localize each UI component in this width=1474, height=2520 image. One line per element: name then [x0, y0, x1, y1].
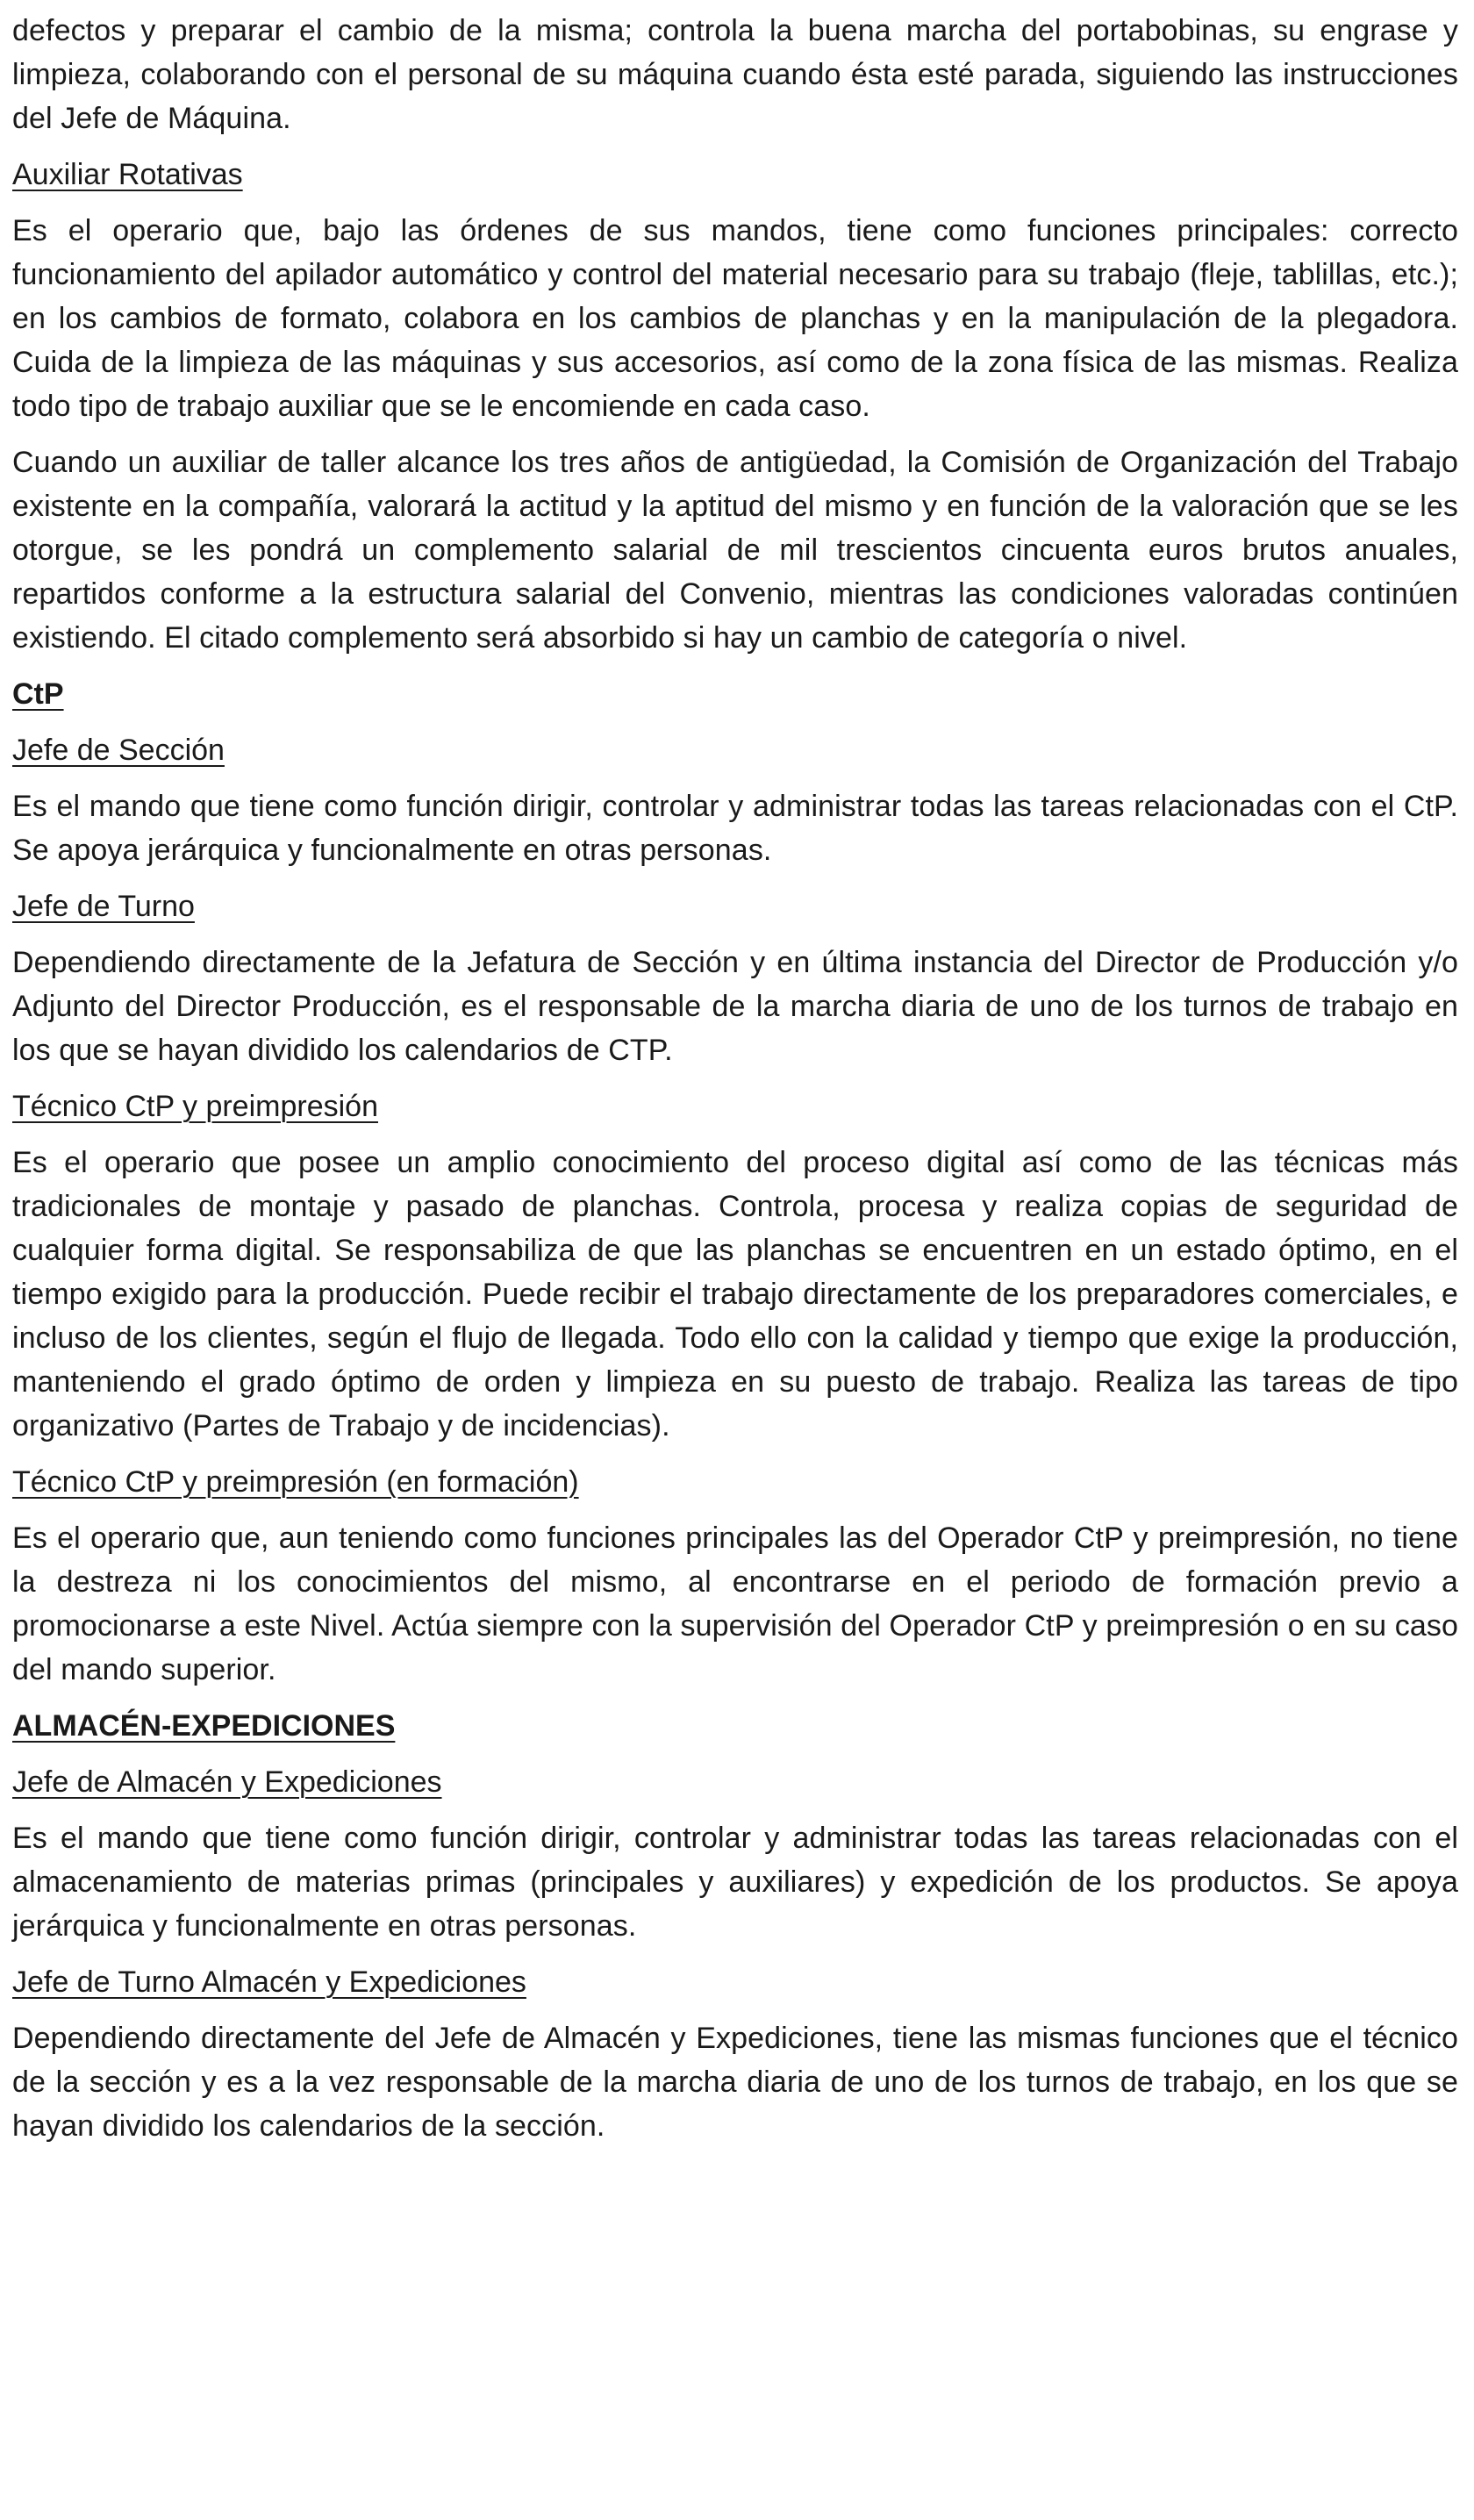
section-heading-ctp: CtP [12, 677, 64, 711]
subheading-tecnico-ctp: Técnico CtP y preimpresión [12, 1090, 378, 1123]
subheading-jefe-turno-almacen: Jefe de Turno Almacén y Expediciones [12, 1965, 526, 1999]
paragraph-auxiliar-rotativas: Es el operario que, bajo las órdenes de sus mandos, tiene como funciones principales: correcto funcionamiento del apilador automático y control del material necesario para su trabajo (fleje, tablillas, etc.); en los cambios de formato, colabora en los cambios de planchas y en la manipulación de la plegadora. Cuida de la limpieza de las máquinas y sus accesorios, así como de la zona física de las mismas. Realiza todo tipo de trabajo auxiliar que se le encomiende en cada caso. [12, 214, 1458, 423]
paragraph-tecnico-ctp-formacion: Es el operario que, aun teniendo como funciones principales las del Operador CtP y preimpresión, no tiene la destreza ni los conocimientos del mismo, al encontrarse en el periodo de formación previo a promocionarse a este Nivel. Actúa siempre con la supervisión del Operador CtP y preimpresión o en su caso del mando superior. [12, 1521, 1458, 1686]
section-heading-almacen-expediciones: ALMACÉN-EXPEDICIONES [12, 1709, 396, 1743]
subheading-tecnico-ctp-formacion: Técnico CtP y preimpresión (en formación) [12, 1465, 579, 1499]
subheading-auxiliar-rotativas: Auxiliar Rotativas [12, 158, 243, 191]
paragraph-jefe-almacen-expediciones: Es el mando que tiene como función dirigir, controlar y administrar todas las tareas relacionadas con el almacenamiento de materias primas (principales y auxiliares) y expedición de los productos. Se apoya jerárquica y funcionalmente en otras personas. [12, 1822, 1458, 1943]
subheading-jefe-de-seccion: Jefe de Sección [12, 734, 225, 767]
paragraph-jefe-de-seccion: Es el mando que tiene como función dirigir, controlar y administrar todas las tareas relacionadas con el CtP. Se apoya jerárquica y funcionalmente en otras personas. [12, 790, 1458, 867]
subheading-jefe-de-turno: Jefe de Turno [12, 890, 195, 923]
paragraph-jefe-de-turno: Dependiendo directamente de la Jefatura de Sección y en última instancia del Director de Producción y/o Adjunto del Director Producción, es el responsable de la marcha diaria de uno de los turnos de trabajo en los que se hayan dividido los calendarios de CTP. [12, 946, 1458, 1067]
paragraph-tecnico-ctp: Es el operario que posee un amplio conocimiento del proceso digital así como de las técnicas más tradicionales de montaje y pasado de planchas. Controla, procesa y realiza copias de seguridad de cualquier forma digital. Se responsabiliza de que las planchas se encuentren en un estado óptimo, en el tiempo exigido para la producción. Puede recibir el trabajo directamente de los preparadores comerciales, e incluso de los clientes, según el flujo de llegada. Todo ello con la calidad y tiempo que exige la producción, manteniendo el grado óptimo de orden y limpieza en su puesto de trabajo. Realiza las tareas de tipo organizativo (Partes de Trabajo y de incidencias). [12, 1146, 1458, 1443]
subheading-jefe-almacen-expediciones: Jefe de Almacén y Expediciones [12, 1765, 442, 1799]
paragraph-jefe-turno-almacen: Dependiendo directamente del Jefe de Almacén y Expediciones, tiene las mismas funciones que el técnico de la sección y es a la vez responsable de la marcha diaria de uno de los turnos de trabajo, en los que se hayan dividido los calendarios de la sección. [12, 2022, 1458, 2143]
paragraph-complemento-salarial: Cuando un auxiliar de taller alcance los tres años de antigüedad, la Comisión de Organización del Trabajo existente en la compañía, valorará la actitud y la aptitud del mismo y en función de la valoración que se les otorgue, se les pondrá un complemento salarial de mil trescientos cincuenta euros brutos anuales, repartidos conforme a la estructura salarial del Convenio, mientras las condiciones valoradas continúen existiendo. El citado complemento será absorbido si hay un cambio de categoría o nivel. [12, 446, 1458, 655]
paragraph-portabobinas-continuation: defectos y preparar el cambio de la misma; controla la buena marcha del portabobinas, su engrase y limpieza, colaborando con el personal de su máquina cuando ésta esté parada, siguiendo las instrucciones del Jefe de Máquina. [12, 14, 1458, 135]
